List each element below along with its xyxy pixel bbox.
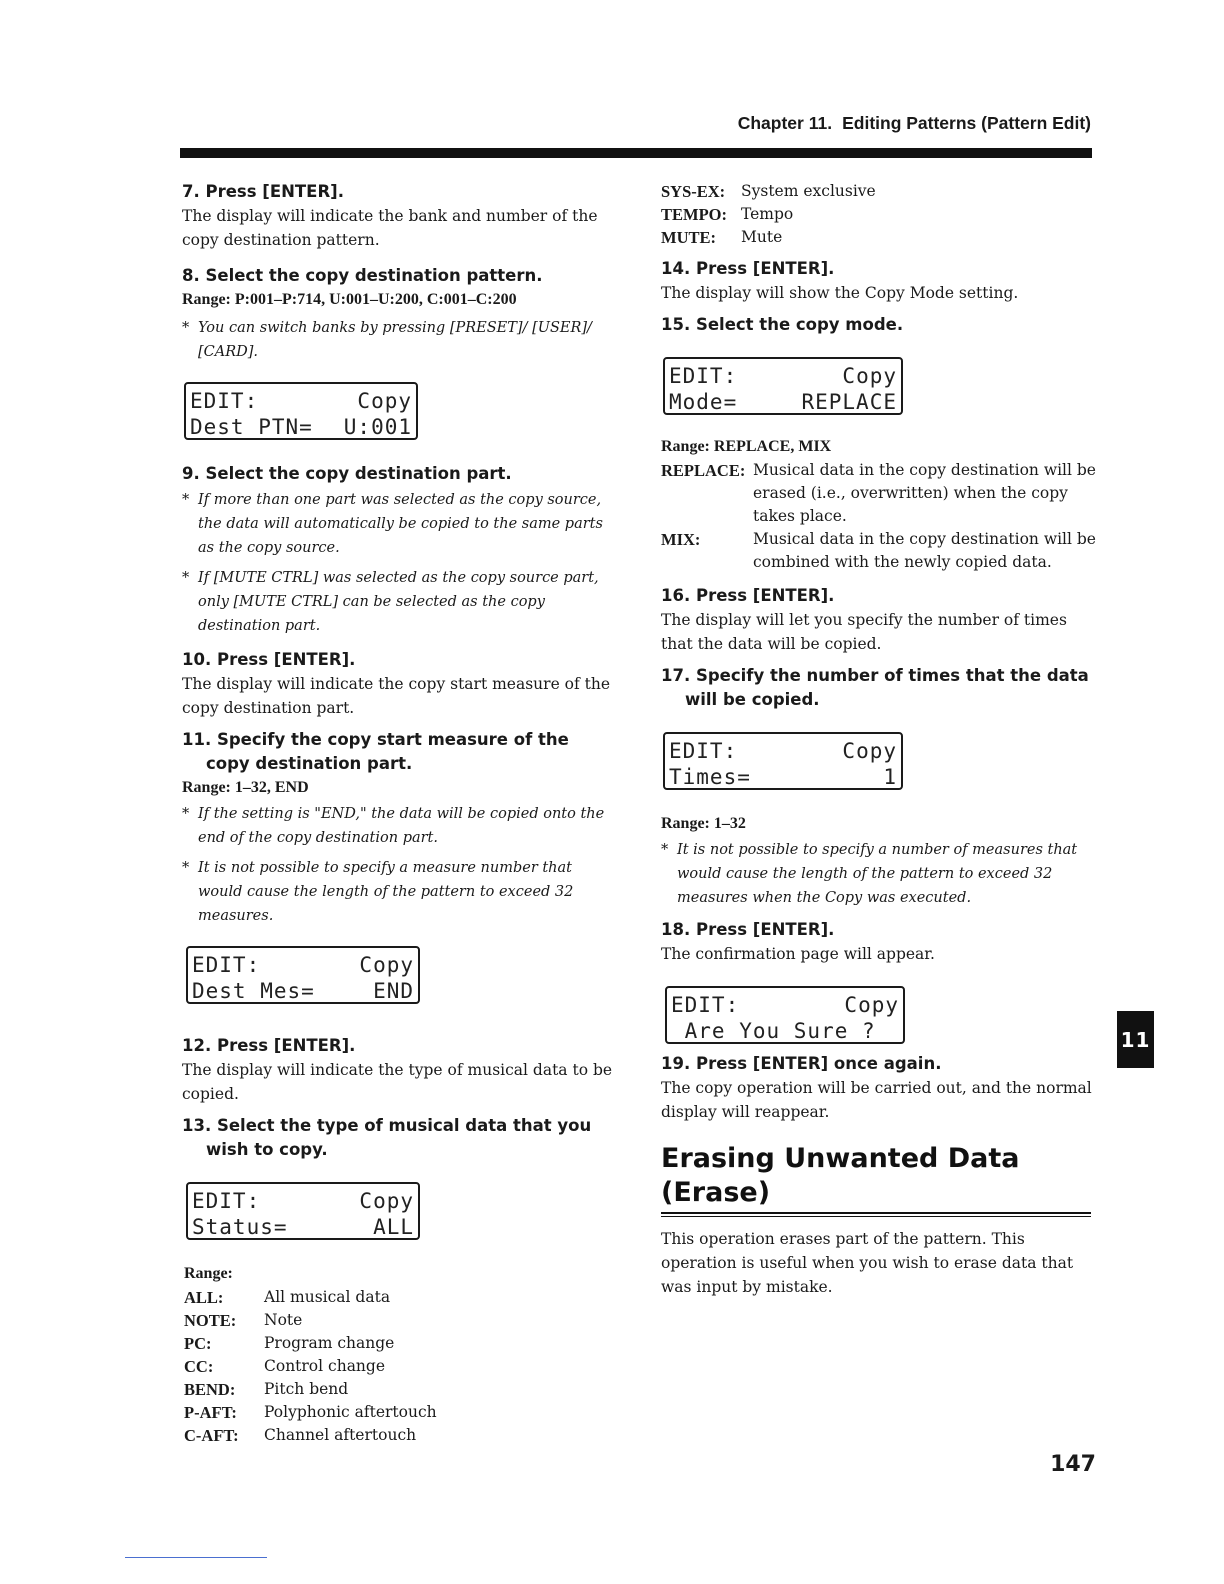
lcd-text: Mode=	[669, 390, 738, 414]
step-19-title: 19. Press [ENTER] once again.	[661, 1054, 942, 1073]
lcd-confirm	[665, 986, 905, 1044]
chapter-label: Chapter 11.	[737, 113, 833, 133]
step-11-title: 11. Specify the copy start measure of the copy destination part.	[182, 730, 569, 773]
section-title	[661, 1142, 1096, 1210]
step-10-title: 10. Press [ENTER].	[182, 650, 356, 669]
lcd-text: EDIT:	[192, 1189, 261, 1213]
list-item: NOTE: Note	[184, 1311, 303, 1330]
copy-mode-range: Range: REPLACE, MIX	[661, 438, 832, 455]
list-item: MIX: Musical data in the copy destination will be combined with the newly copied data.	[661, 530, 1096, 571]
chapter-title: Editing Patterns (Pattern Edit)	[842, 113, 1091, 133]
list-item: C-AFT: Channel aftertouch	[184, 1426, 417, 1445]
header-rule	[180, 148, 1092, 158]
step-16-body: The display will let you specify the number of times that the data will be copied.	[661, 611, 1067, 653]
step-9-note-1: * If more than one part was selected as the copy source, the data will automatically be copied to the same parts as the copy source.	[182, 492, 603, 556]
step-13-title: 13. Select the type of musical data that you wish to copy.	[182, 1116, 592, 1159]
step-18-title: 18. Press [ENTER].	[661, 920, 835, 939]
lcd-text: U:001	[343, 415, 412, 439]
list-item: BEND: Pitch bend	[184, 1380, 349, 1399]
data-type-list-continued	[661, 180, 1096, 249]
step-7-body: The display will indicate the bank and number of the copy destination pattern.	[182, 207, 598, 249]
lcd-text: REPLACE	[801, 390, 897, 414]
chapter-tab: 11	[1117, 1011, 1154, 1068]
lcd-text: Status=	[192, 1215, 288, 1239]
step-9-note-2: * If [MUTE CTRL] was selected as the copy source part, only [MUTE CTRL] can be selected as the copy destination part.	[182, 570, 599, 634]
lcd-text: Copy	[842, 364, 897, 388]
list-item: REPLACE: Musical data in the copy destination will be erased (i.e., overwritten) when the copy takes place.	[661, 461, 1096, 525]
lcd-text: Copy	[359, 1189, 414, 1213]
step-11-note-1: * If the setting is "END," the data will be copied onto the end of the copy destination part.	[182, 806, 605, 846]
step-16-title: 16. Press [ENTER].	[661, 586, 835, 605]
lcd-text: Copy	[359, 953, 414, 977]
list-item: ALL: All musical data	[184, 1288, 391, 1307]
step-8-range: Range: P:001–P:714, U:001–U:200, C:001–C:200	[182, 291, 517, 308]
step-12-body: The display will indicate the type of musical data to be copied.	[182, 1061, 613, 1103]
lcd-text: Copy	[842, 739, 897, 763]
list-item: SYS-EX: System exclusive	[661, 182, 876, 201]
lcd-dest-measure	[186, 946, 420, 1004]
lcd-text: EDIT:	[669, 364, 738, 388]
lcd-text: 1	[883, 765, 897, 789]
lcd-times	[663, 732, 903, 790]
left-column	[182, 180, 616, 1447]
running-header	[738, 113, 1091, 134]
list-item: TEMPO: Tempo	[661, 205, 794, 224]
lcd-text: END	[373, 979, 414, 1003]
step-8-title: 8. Select the copy destination pattern.	[182, 266, 543, 285]
step-14-title: 14. Press [ENTER].	[661, 259, 835, 278]
section-title-line-2: (Erase)	[661, 1177, 771, 1208]
step-19-body: The copy operation will be carried out, and the normal display will reappear.	[661, 1079, 1092, 1121]
page-number: 147	[1050, 1452, 1096, 1477]
lcd-mode	[663, 357, 903, 415]
copy-mode-list	[661, 459, 1096, 574]
lcd-text: Copy	[357, 389, 412, 413]
step-18-body: The confirmation page will appear.	[661, 945, 935, 963]
data-type-range-label: Range:	[184, 1265, 233, 1282]
right-column	[661, 180, 1096, 1299]
section-body: This operation erases part of the pattern. This operation is useful when you wish to erase data that was input by mistake.	[661, 1230, 1074, 1296]
lcd-text: EDIT:	[671, 993, 740, 1017]
lcd-text: ALL	[373, 1215, 414, 1239]
step-17-note: * It is not possible to specify a number of measures that would cause the length of the pattern to exceed 32 measures when the Copy was executed.	[661, 842, 1078, 906]
footer-link-line	[125, 1557, 267, 1558]
step-9-title: 9. Select the copy destination part.	[182, 464, 512, 483]
step-7-title: 7. Press [ENTER].	[182, 182, 344, 201]
lcd-dest-pattern	[184, 382, 418, 440]
list-item: P-AFT: Polyphonic aftertouch	[184, 1403, 437, 1422]
step-14-body: The display will show the Copy Mode setting.	[661, 284, 1019, 302]
step-11-note-2: * It is not possible to specify a measure number that would cause the length of the pattern to exceed 32 measures.	[182, 860, 574, 924]
lcd-text: Dest PTN=	[190, 415, 313, 439]
section-rule	[661, 1212, 1091, 1217]
lcd-text: EDIT:	[669, 739, 738, 763]
lcd-status	[186, 1182, 420, 1240]
step-15-title: 15. Select the copy mode.	[661, 315, 904, 334]
section-title-line-1: Erasing Unwanted Data	[661, 1143, 1020, 1174]
step-12-title: 12. Press [ENTER].	[182, 1036, 356, 1055]
lcd-text: EDIT:	[192, 953, 261, 977]
list-item: MUTE: Mute	[661, 228, 783, 247]
step-17-title: 17. Specify the number of times that the data will be copied.	[661, 666, 1089, 709]
step-8-note: * You can switch banks by pressing [PRESET]/ [USER]/ [CARD].	[182, 320, 592, 360]
lcd-text: Times=	[669, 765, 751, 789]
lcd-text: EDIT:	[190, 389, 259, 413]
list-item: PC: Program change	[184, 1334, 395, 1353]
data-type-list	[184, 1286, 616, 1447]
lcd-text: Are You Sure ?	[671, 1019, 876, 1043]
step-10-body: The display will indicate the copy start measure of the copy destination part.	[182, 675, 611, 717]
lcd-text: Dest Mes=	[192, 979, 315, 1003]
step-17-range: Range: 1–32	[661, 815, 746, 832]
step-11-range: Range: 1–32, END	[182, 779, 309, 796]
lcd-text: Copy	[844, 993, 899, 1017]
list-item: CC: Control change	[184, 1357, 386, 1376]
